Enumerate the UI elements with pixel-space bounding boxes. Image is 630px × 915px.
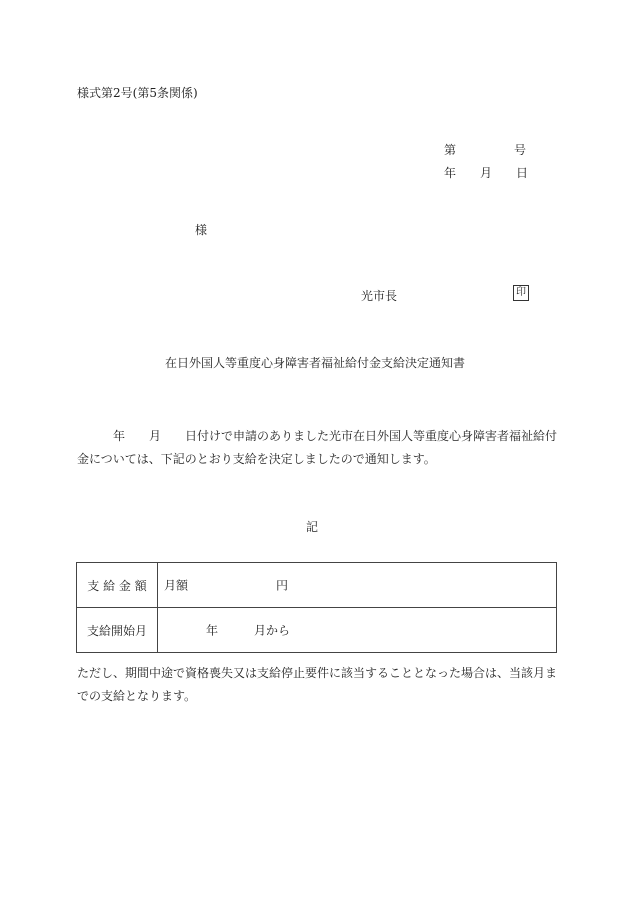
start-month: 月から [254,623,291,638]
body-month: 月 [149,429,162,443]
body-text-line1: 日付けで申請のありました光市在日外国人等重度心身障害者福祉給付 [185,429,558,443]
ki-heading: 記 [306,520,319,534]
proviso-note [77,662,559,708]
payment-table [76,562,557,653]
start-year: 年 [206,623,219,638]
document-number-suffix: 号 [514,143,527,157]
yen-unit: 円 [276,578,289,593]
date-day: 日 [516,166,529,180]
date-year: 年 [444,166,457,180]
document-title: 在日外国人等重度心身障害者福祉給付金支給決定通知書 [165,356,466,370]
payment-amount-cell [158,563,557,608]
payment-amount-label: 支 給 金 額 [77,563,158,608]
payment-start-label: 支給開始月 [77,608,158,653]
issuer-name: 光市長 [361,289,398,303]
document-number-line [444,141,527,158]
proviso-text: ただし、期間中途で資格喪失又は支給停止要件に該当することとなった場合は、当該月までの支給となります。 [77,666,558,703]
body-year: 年 [113,429,126,443]
document-number-prefix: 第 [444,143,457,157]
table-row [77,608,557,653]
table-row [77,563,557,608]
monthly-amount-prefix: 月額 [164,578,189,593]
seal-mark: 印 [513,285,529,301]
addressee-suffix: 様 [195,223,208,237]
date-month: 月 [480,166,493,180]
form-number: 様式第2号(第5条関係) [77,86,198,100]
body-text-line2: 金については、下記のとおり支給を決定しましたので通知します。 [77,452,436,466]
body-paragraph [77,425,559,471]
payment-start-cell [158,608,557,653]
